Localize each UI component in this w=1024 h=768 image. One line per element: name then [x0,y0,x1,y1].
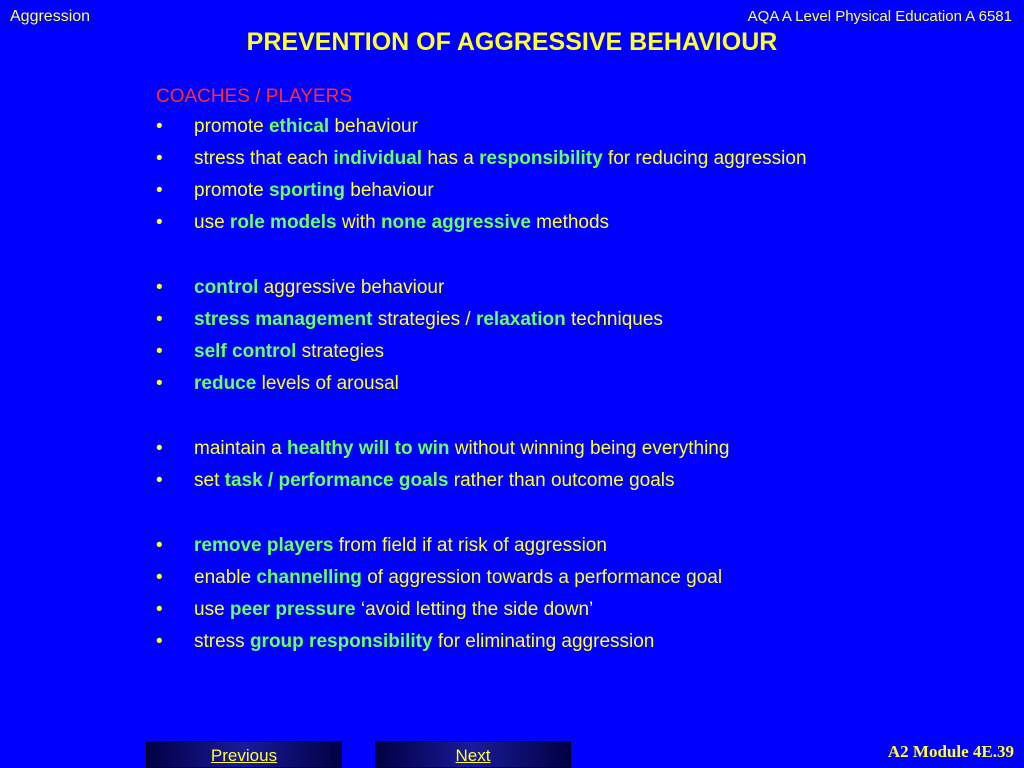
bullet-dot: • [156,309,163,330]
bullet-text-part: enable [194,567,257,588]
bullet-keyword: role models [229,212,337,233]
bullet-text-part: without winning being everything [449,438,730,459]
bullet-dot: • [156,180,163,201]
bullet-text-part: strategies / [372,309,476,330]
bullet-text [194,597,593,623]
bullet-dot: • [156,148,163,169]
bullet-dot: • [156,277,163,298]
bullet-item [156,307,876,333]
bullet-item [156,210,876,236]
bullet-text [194,468,675,494]
bullet-text [194,275,444,301]
bullet-item [156,629,876,655]
bullet-text [194,436,729,462]
next-button[interactable]: Next [375,741,571,768]
bullet-dot: • [156,470,163,491]
bullet-keyword: group responsibility [249,631,433,652]
bullet-text-part: rather than outcome goals [448,470,675,491]
bullet-text [194,210,609,236]
bullet-item [156,371,876,397]
bullet-item [156,565,876,591]
bullet-dot: • [156,438,163,459]
previous-button[interactable]: Previous [146,741,342,768]
bullet-text [194,533,607,559]
page-title: PREVENTION OF AGGRESSIVE BEHAVIOUR [246,28,778,56]
bullet-text [194,307,663,333]
bullet-item [156,114,876,140]
bullet-dot: • [156,535,163,556]
bullet-text-part: use [194,599,230,620]
bullet-keyword: peer pressure [229,599,356,620]
module-label: A2 Module 4E.39 [887,742,1014,761]
bullet-text-part: levels of arousal [256,373,399,394]
bullet-keyword: none aggressive [380,212,531,233]
bullet-keyword: individual [333,148,423,169]
bullet-dot: • [156,341,163,362]
bullet-item [156,533,876,559]
bullet-keyword: control [194,277,259,298]
bullet-list [156,114,876,661]
bullet-keyword: self control [194,341,297,362]
bullet-text-part: techniques [565,309,663,330]
bullet-keyword: responsibility [479,148,603,169]
bullet-text [194,178,434,204]
bullet-dot: • [156,599,163,620]
topic-label: Aggression [10,8,91,25]
bullet-keyword: sporting [268,180,345,201]
bullet-text-part: of aggression towards a performance goal [361,567,723,588]
bullet-text-part: promote [194,180,269,201]
course-label: AQA A Level Physical Education A 6581 [747,8,1012,25]
bullet-text-part: strategies [296,341,385,362]
bullet-item [156,275,876,301]
bullet-text-part: behaviour [344,180,434,201]
bullet-dot: • [156,567,163,588]
bullet-text-part: methods [530,212,610,233]
bullet-text [194,114,418,140]
bullet-text-part: from field if at risk of aggression [333,535,607,556]
bullet-dot: • [156,631,163,652]
bullet-keyword: healthy will to win [286,438,450,459]
bullet-item [156,468,876,494]
bullet-text-part: aggressive behaviour [258,277,445,298]
bullet-text-part: set [194,470,225,491]
bullet-text [194,629,654,655]
bullet-text-part: stress [194,631,250,652]
bullet-keyword: channelling [256,567,362,588]
bullet-item [156,436,876,462]
bullet-item [156,178,876,204]
bullet-item [156,339,876,365]
bullet-text [194,339,384,365]
bullet-text [194,371,399,397]
bullet-keyword: task / performance goals [224,470,449,491]
bullet-keyword: ethical [268,116,330,137]
bullet-keyword: remove players [194,535,334,556]
bullet-text-part: maintain a [194,438,287,459]
bullet-keyword: stress management [194,309,373,330]
bullet-keyword: relaxation [475,309,566,330]
bullet-dot: • [156,212,163,233]
bullet-text-part: stress that each [194,148,334,169]
bullet-text-part: for eliminating aggression [432,631,655,652]
bullet-text-part: has a [422,148,480,169]
bullet-text-part: ‘avoid letting the side down’ [355,599,594,620]
bullet-text-part: use [194,212,230,233]
bullet-keyword: reduce [194,373,257,394]
bullet-text [194,146,807,172]
bullet-dot: • [156,373,163,394]
bullet-text-part: with [336,212,381,233]
bullet-text-part: for reducing aggression [602,148,807,169]
bullet-item [156,597,876,623]
bullet-item [156,146,876,172]
bullet-text [194,565,722,591]
section-heading: COACHES / PLAYERS [156,86,353,107]
bullet-dot: • [156,116,163,137]
bullet-text-part: promote [194,116,269,137]
bullet-text-part: behaviour [329,116,418,137]
